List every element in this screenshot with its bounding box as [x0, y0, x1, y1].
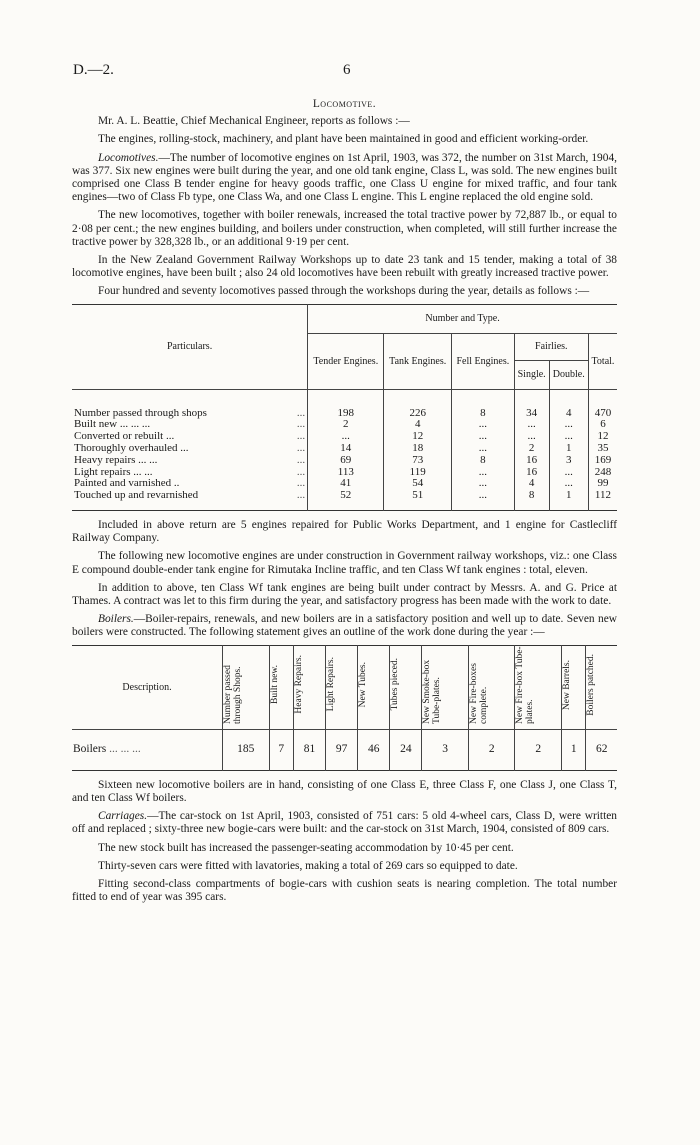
- cell-value: 7: [269, 729, 293, 770]
- cell-single: 2: [514, 443, 549, 455]
- lead-carriages: Carriages.: [98, 810, 148, 823]
- cell-double: 1: [549, 443, 588, 455]
- table-row: [72, 490, 617, 502]
- cell-single: 34: [514, 408, 549, 420]
- cell-value: 24: [390, 729, 422, 770]
- cell-double: 3: [549, 455, 588, 467]
- row-label: Light repairs ... ...: [74, 465, 153, 478]
- header-fire-box-tube-plates: New Fire-box Tube-plates.: [515, 645, 562, 729]
- cell-total: 470: [588, 408, 617, 420]
- cell-single: 16: [514, 467, 549, 479]
- paragraph-carriages-text: —The car-stock on 1st April, 1903, consisted of 751 cars: 5 old 4-wheel cars, Class D, were written off and replaced ; sixty-three new bogie-cars were built: and the car-stock on 31st March, 1904, consisted of 809 cars.: [72, 810, 617, 836]
- cell-tender: ...: [308, 431, 384, 443]
- cell-double: ...: [549, 419, 588, 431]
- row-label: Touched up and revarnished: [74, 489, 199, 502]
- header-built-new: Built new.: [269, 645, 293, 729]
- cell-total: 99: [588, 478, 617, 490]
- cell-double: ...: [549, 431, 588, 443]
- cell-fell: 8: [451, 455, 514, 467]
- cell-tank: 54: [384, 478, 452, 490]
- cell-tender: 14: [308, 443, 384, 455]
- header-fairlies: Fairlies.: [514, 333, 588, 360]
- row-label: Painted and varnished ..: [74, 477, 180, 490]
- cell-fell: 8: [451, 408, 514, 420]
- paragraph-under-construction: The following new locomotive engines are under construction in Government railway workshops, viz.: one Class E compound double-ender tank engine for Rimutaka Incline traffic, and ten Class Wf tank engines : total, eleven.: [72, 550, 617, 576]
- boiler-table: [72, 645, 617, 771]
- table-row: [72, 455, 617, 467]
- header-tender: Tender Engines.: [308, 333, 384, 389]
- paragraph-contract: In addition to above, ten Class Wf tank engines are being built under contract by Messrs. A. and G. Price at Thames. A contract was let to this firm during the year, and satisfactory progress has been made with the work to date.: [72, 581, 617, 608]
- cell-single: ...: [514, 419, 549, 431]
- row-dots: ...: [296, 489, 306, 502]
- cell-total: 35: [588, 443, 617, 455]
- header-total: Total.: [588, 333, 617, 389]
- paragraph-locomotives: [72, 152, 617, 205]
- header-heavy-repairs: Heavy Repairs.: [293, 645, 325, 729]
- document-code: D.—2.: [73, 62, 114, 78]
- page-body: [72, 98, 617, 909]
- cell-value: 1: [562, 729, 586, 770]
- lead-locomotives: Locomotives.: [98, 151, 159, 164]
- cell-value: 2: [468, 729, 515, 770]
- cell-tender: 198: [308, 408, 384, 420]
- header-double: Double.: [549, 360, 588, 389]
- row-dots: ...: [296, 465, 306, 478]
- row-label: Converted or rebuilt ...: [74, 430, 175, 443]
- cell-tank: 51: [384, 490, 452, 502]
- row-label: Heavy repairs ... ...: [74, 453, 158, 466]
- cell-fell: ...: [451, 431, 514, 443]
- paragraph-locomotives-text: —The number of locomotive engines on 1st April, 1903, was 372, the number on 31st March, 1904, was 377. Six new engines were built during the year, and one old tank engine, Class L, was sold. The new engines built comprised one Class B tender engine for heavy goods traffic, one Class U engine for mixed traffic, and four tank engines—two of Class Fb type, one Class Wa, and one Class L engine. This L engine replaced the old engine sold.: [72, 151, 617, 204]
- header-boilers-patched: Boilers patched.: [586, 645, 617, 729]
- row-label: Built new ... ... ...: [74, 418, 151, 431]
- paragraph-carriages: [72, 810, 617, 836]
- paragraph-boilers-in-hand: Sixteen new locomotive boilers are in hand, consisting of one Class E, three Class F, one Class J, one Class T, and ten Class Wf boilers.: [72, 778, 617, 805]
- paragraph-maintenance: The engines, rolling-stock, machinery, and plant have been maintained in good and efficient working-order.: [98, 133, 589, 146]
- header-number-type: Number and Type.: [308, 304, 617, 333]
- cell-tank: 12: [384, 431, 452, 443]
- paragraph-passed-through: Four hundred and seventy locomotives passed through the workshops during the year, details as follows :—: [98, 285, 590, 298]
- row-label: Boilers ... ... ...: [73, 743, 141, 756]
- header-new-barrels: New Barrels.: [562, 645, 586, 729]
- cell-tank: 226: [384, 408, 452, 420]
- paragraph-boilers: [72, 613, 617, 639]
- paragraph-boilers-text: —Boiler-repairs, renewals, and new boilers are in a satisfactory position and well up to date. Seven new boilers were constructed. The following statement gives an outline of the work done during the year :—: [72, 613, 617, 639]
- cell-value: 46: [358, 729, 390, 770]
- cell-tank: 4: [384, 419, 452, 431]
- cell-tank: 18: [384, 443, 452, 455]
- cell-total: 6: [588, 419, 617, 431]
- cell-tender: 52: [308, 490, 384, 502]
- cell-total: 169: [588, 455, 617, 467]
- header-description: Description.: [72, 645, 223, 729]
- header-new-tubes: New Tubes.: [358, 645, 390, 729]
- cell-tank: 73: [384, 455, 452, 467]
- cell-fell: ...: [451, 419, 514, 431]
- cell-value: 185: [223, 729, 270, 770]
- cell-double: ...: [549, 478, 588, 490]
- table-row: [72, 729, 617, 770]
- paragraph-included: Included in above return are 5 engines repaired for Public Works Department, and 1 engine for Castlecliff Railway Company.: [72, 519, 617, 545]
- cell-single: 8: [514, 490, 549, 502]
- paragraph-tractive-power: The new locomotives, together with boiler renewals, increased the total tractive power by 72,887 lb., or equal to 2·08 per cent.; the new engines building, and boilers under construction, when completed, will still further increase the tractive power by 328,328 lb., or an additional 9·19 per cent.: [72, 209, 617, 248]
- header-single: Single.: [514, 360, 549, 389]
- paragraph-lavatories: Thirty-seven cars were fitted with lavatories, making a total of 269 cars so equipped to date.: [98, 859, 518, 872]
- header-smoke-box: New Smoke-box Tube-plates.: [422, 645, 469, 729]
- cell-single: 16: [514, 455, 549, 467]
- cell-tender: 41: [308, 478, 384, 490]
- section-title: Locomotive.: [312, 98, 377, 110]
- cell-double: 4: [549, 408, 588, 420]
- row-dots: ...: [296, 477, 306, 490]
- cell-value: 81: [293, 729, 325, 770]
- row-dots: ...: [296, 406, 306, 419]
- lead-boilers: Boilers.: [98, 613, 134, 626]
- header-tubes-pieced: Tubes pieced.: [390, 645, 422, 729]
- cell-value: 97: [326, 729, 358, 770]
- cell-tender: 69: [308, 455, 384, 467]
- header-number-passed: Number passed through Shops.: [223, 645, 270, 729]
- header-tank: Tank Engines.: [384, 333, 452, 389]
- locomotive-table: [72, 304, 617, 511]
- intro-paragraph: Mr. A. L. Beattie, Chief Mechanical Engineer, reports as follows :—: [98, 115, 410, 128]
- cell-fell: ...: [451, 467, 514, 479]
- cell-single: 4: [514, 478, 549, 490]
- cell-tender: 2: [308, 419, 384, 431]
- page-number: 6: [343, 62, 351, 78]
- cell-fell: ...: [451, 443, 514, 455]
- header-fell: Fell Engines.: [451, 333, 514, 389]
- cell-fell: ...: [451, 478, 514, 490]
- paragraph-seating: The new stock built has increased the passenger-seating accommodation by 10·45 per cent.: [98, 841, 514, 854]
- row-dots: ...: [296, 442, 306, 455]
- header-fire-boxes: New Fire-boxes complete.: [468, 645, 515, 729]
- cell-total: 248: [588, 467, 617, 479]
- header-light-repairs: Light Repairs.: [326, 645, 358, 729]
- row-label: Thoroughly overhauled ...: [74, 442, 189, 455]
- cell-double: ...: [549, 467, 588, 479]
- paragraph-workshops-built: In the New Zealand Government Railway Workshops up to date 23 tank and 15 tender, making a total of 38 locomotive engines, have been built ; also 24 old locomotives have been rebuilt with greatly increased tractive power.: [72, 254, 617, 280]
- cell-value: 2: [515, 729, 562, 770]
- header-particulars: Particulars.: [166, 341, 213, 353]
- cell-value: 3: [422, 729, 469, 770]
- row-dots: ...: [296, 430, 306, 443]
- cell-fell: ...: [451, 490, 514, 502]
- cell-total: 12: [588, 431, 617, 443]
- cell-single: ...: [514, 431, 549, 443]
- row-label: Number passed through shops: [74, 406, 207, 419]
- cell-double: 1: [549, 490, 588, 502]
- cell-tank: 119: [384, 467, 452, 479]
- row-dots: ...: [296, 418, 306, 431]
- cell-total: 112: [588, 490, 617, 502]
- cell-tender: 113: [308, 467, 384, 479]
- row-dots: ...: [296, 453, 306, 466]
- paragraph-cushion-seats: Fitting second-class compartments of bogie-cars with cushion seats is nearing completion. The total number fitted to end of year was 395 cars.: [72, 878, 617, 904]
- cell-value: 62: [586, 729, 617, 770]
